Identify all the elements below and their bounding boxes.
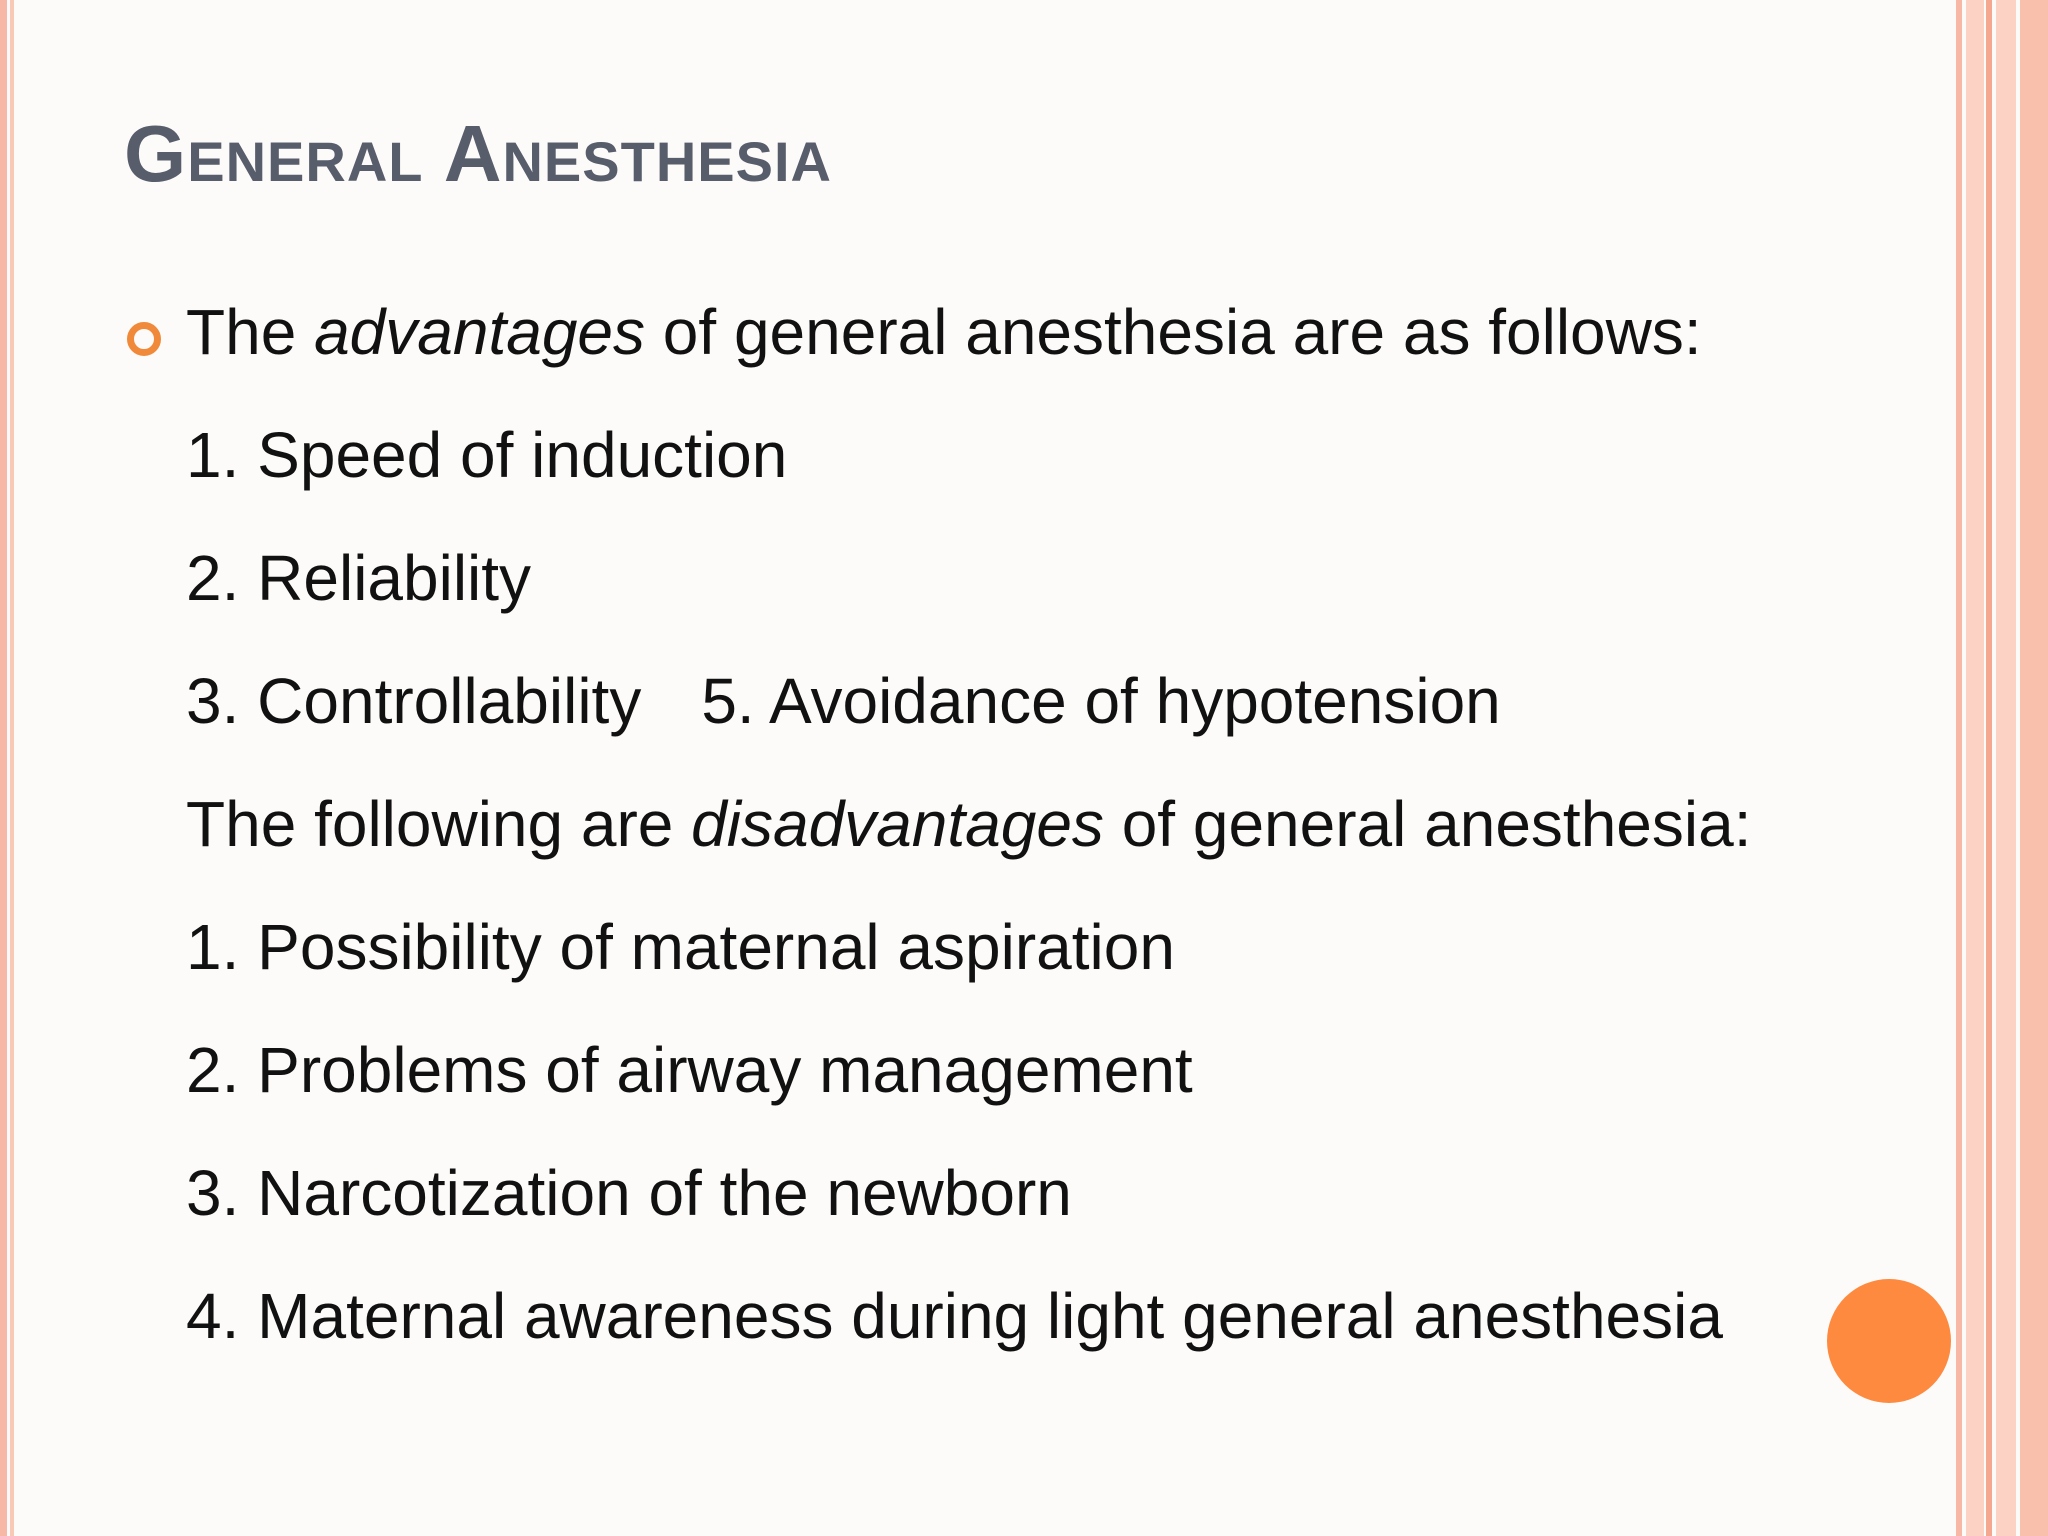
slide-title: General Anesthesia — [124, 109, 832, 198]
left-border-stripe — [0, 0, 7, 1536]
advantage-item-row — [186, 653, 1946, 776]
right-border-band-2 — [1996, 0, 2016, 1536]
bullet-ring-icon — [127, 322, 161, 356]
disadvantages-intro: The following are disadvantages of general anesthesia: — [186, 788, 1752, 860]
disadvantage-item: 2. Problems of airway management — [186, 1034, 1193, 1106]
slide-body — [186, 284, 1946, 1391]
disadvantage-item: 4. Maternal awareness during light general anesthesia — [186, 1280, 1723, 1352]
disadvantage-item: 3. Narcotization of the newborn — [186, 1157, 1072, 1229]
left-border-stripe-inner — [10, 0, 14, 1536]
right-border-band — [1966, 0, 1984, 1536]
advantages-intro: The advantages of general anesthesia are as follows: — [186, 296, 1702, 368]
emphasis-advantages: advantages — [314, 296, 645, 368]
right-border-stripe-2 — [1986, 0, 1992, 1536]
advantage-item: 3. Controllability — [186, 665, 642, 737]
decorative-circle — [1827, 1279, 1951, 1403]
right-border-band-3 — [2020, 0, 2048, 1536]
emphasis-disadvantages: disadvantages — [691, 788, 1104, 860]
advantage-item: 2. Reliability — [186, 542, 532, 614]
advantage-item: 5. Avoidance of hypotension — [701, 665, 1501, 737]
right-border-stripe — [1956, 0, 1962, 1536]
disadvantage-item: 1. Possibility of maternal aspiration — [186, 911, 1175, 983]
advantage-item: 1. Speed of induction — [186, 419, 788, 491]
